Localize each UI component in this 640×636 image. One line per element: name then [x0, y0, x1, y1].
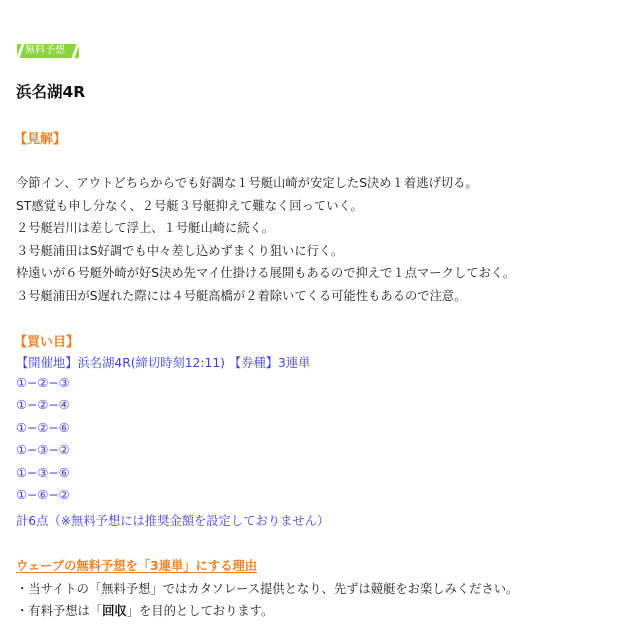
reason-line-prefix: ・有料予想は「 [16, 604, 103, 618]
reason-line-suffix: 」を目的としております。 [126, 604, 274, 618]
bet-combination: ①−③−② [16, 443, 70, 457]
bet-combination: ①−⑥−② [16, 488, 70, 502]
analysis-line: ２号艇岩川は差して浮上、１号艇山崎に続く。 [16, 221, 274, 235]
reason-heading: ウェーブの無料予想を「3連単」にする理由 [16, 559, 258, 573]
bet-info: 【開催地】浜名湖4R(締切時刻12:11) 【券種】3連単 [16, 356, 311, 370]
analysis-line: ST感覚も申し分なく、２号艇３号艇抑えて難なく回っていく。 [16, 199, 363, 213]
analysis-line: ３号艇浦田はS好調でも中々差し込めずまくり狙いに行く。 [16, 244, 344, 258]
bet-combination: ①−②−③ [16, 376, 70, 390]
analysis-line: 今節イン、アウトどちらからでも好調な１号艇山崎が安定したS決め１着逃げ切る。 [16, 176, 478, 190]
bet-total: 計6点（※無料予想には推奨金額を設定しておりません） [16, 514, 330, 528]
bet-combination: ①−③−⑥ [16, 466, 70, 480]
analysis-heading: 【見解】 [14, 132, 67, 147]
analysis-line: 枠遠いが６号艇外崎が好S決め先マイ仕掛ける展開もあるので抑えで１点マークしておく。 [16, 266, 516, 280]
analysis-line: ３号艇浦田がS遅れた際には４号艇高橋が２着除いてくる可能性もあるので注意。 [16, 289, 467, 303]
free-prediction-badge: 無料予想 [17, 44, 79, 58]
bet-combination: ①−②−④ [16, 398, 70, 412]
bet-combination: ①−②−⑥ [16, 421, 70, 435]
reason-line: ・当サイトの「無料予想」ではカタソレース提供となり、先ずは競艇をお楽しみください。 [16, 582, 519, 596]
race-title: 浜名湖4R [16, 83, 86, 101]
reason-emphasis: 回収 [102, 604, 127, 618]
bets-heading: 【買い目】 [14, 335, 80, 350]
reason-line [16, 601, 273, 619]
